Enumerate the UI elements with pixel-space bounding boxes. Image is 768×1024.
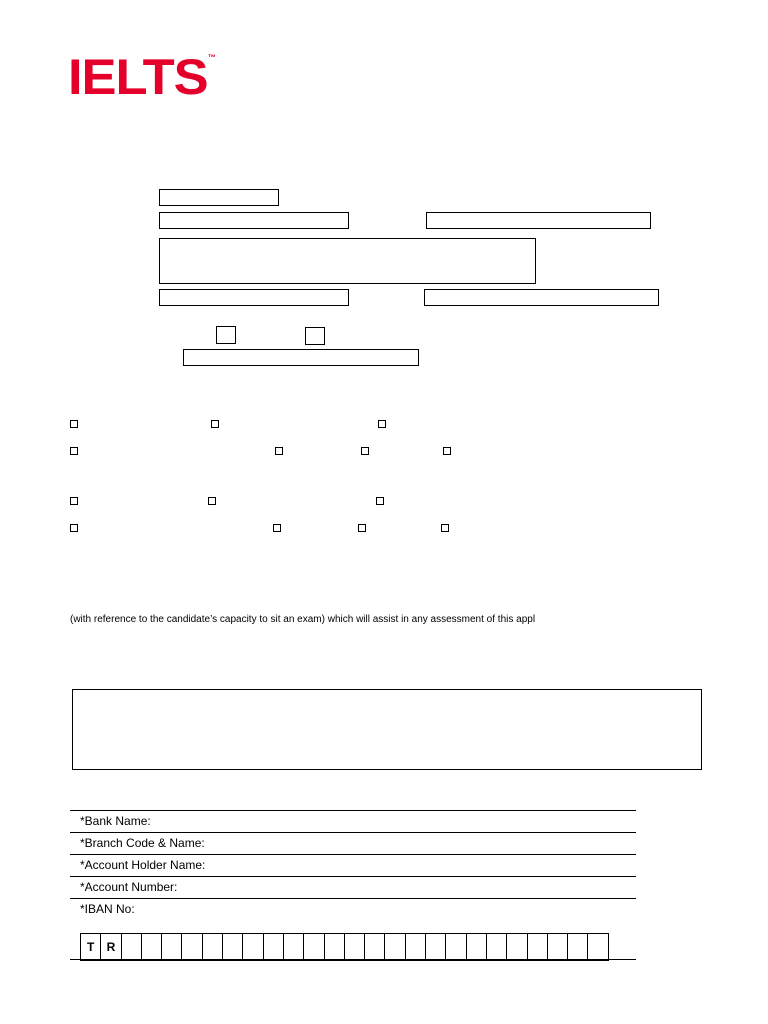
checkbox-a4[interactable] <box>70 447 78 455</box>
checkbox-a6[interactable] <box>361 447 369 455</box>
checkbox-b1[interactable] <box>70 497 78 505</box>
bank-details-table <box>70 810 636 920</box>
option-box-1[interactable] <box>216 326 236 344</box>
reference-note: (with reference to the candidate’s capacity to sit an exam) which will assist in any assessment of this appl <box>70 614 536 625</box>
checkbox-b2[interactable] <box>208 497 216 505</box>
bank-name-label: *Bank Name: <box>80 814 151 828</box>
iban-cell[interactable] <box>426 934 446 960</box>
field-3[interactable] <box>426 212 651 229</box>
field-4[interactable] <box>159 289 349 306</box>
iban-cell[interactable] <box>446 934 466 960</box>
checkbox-a7[interactable] <box>443 447 451 455</box>
field-2[interactable] <box>159 212 349 229</box>
iban-row <box>70 898 636 920</box>
field-1[interactable] <box>159 189 279 206</box>
address-field[interactable] <box>159 238 536 284</box>
iban-cell[interactable] <box>122 934 142 960</box>
iban-cell[interactable] <box>487 934 507 960</box>
iban-cell[interactable] <box>406 934 426 960</box>
iban-cell[interactable] <box>568 934 588 960</box>
iban-cell[interactable] <box>284 934 304 960</box>
iban-cell[interactable] <box>203 934 223 960</box>
iban-cell[interactable] <box>243 934 263 960</box>
iban-cell[interactable] <box>325 934 345 960</box>
iban-cell[interactable]: T <box>81 934 101 960</box>
bank-name-row <box>70 810 636 832</box>
account-number-row <box>70 876 636 898</box>
logo-text: IELTS <box>68 49 208 105</box>
field-6[interactable] <box>183 349 419 366</box>
iban-cell[interactable] <box>223 934 243 960</box>
iban-cell[interactable] <box>528 934 548 960</box>
iban-label: *IBAN No: <box>80 902 135 916</box>
iban-cell[interactable] <box>548 934 568 960</box>
field-5[interactable] <box>424 289 659 306</box>
account-number-label: *Account Number: <box>80 880 178 894</box>
iban-cell[interactable] <box>345 934 365 960</box>
iban-grid[interactable] <box>80 933 609 961</box>
ielts-logo <box>68 49 217 105</box>
iban-cell[interactable] <box>182 934 202 960</box>
iban-cell[interactable] <box>588 934 608 960</box>
checkbox-b6[interactable] <box>358 524 366 532</box>
iban-cell[interactable] <box>162 934 182 960</box>
checkbox-a5[interactable] <box>275 447 283 455</box>
checkbox-b5[interactable] <box>273 524 281 532</box>
iban-cell[interactable] <box>365 934 385 960</box>
option-box-2[interactable] <box>305 327 325 345</box>
account-holder-label: *Account Holder Name: <box>80 858 206 872</box>
logo-trademark: ™ <box>207 53 217 62</box>
iban-cell[interactable] <box>507 934 527 960</box>
iban-cell[interactable] <box>142 934 162 960</box>
branch-label: *Branch Code & Name: <box>80 836 205 850</box>
checkbox-a1[interactable] <box>70 420 78 428</box>
iban-cell[interactable]: R <box>101 934 121 960</box>
branch-row <box>70 832 636 854</box>
account-holder-row <box>70 854 636 876</box>
checkbox-b3[interactable] <box>376 497 384 505</box>
iban-cell[interactable] <box>385 934 405 960</box>
checkbox-a2[interactable] <box>211 420 219 428</box>
iban-cell[interactable] <box>467 934 487 960</box>
iban-cell[interactable] <box>264 934 284 960</box>
checkbox-a3[interactable] <box>378 420 386 428</box>
checkbox-b7[interactable] <box>441 524 449 532</box>
checkbox-b4[interactable] <box>70 524 78 532</box>
notes-textarea[interactable] <box>72 689 702 770</box>
table-bottom-rule <box>70 959 636 960</box>
iban-cell[interactable] <box>304 934 324 960</box>
